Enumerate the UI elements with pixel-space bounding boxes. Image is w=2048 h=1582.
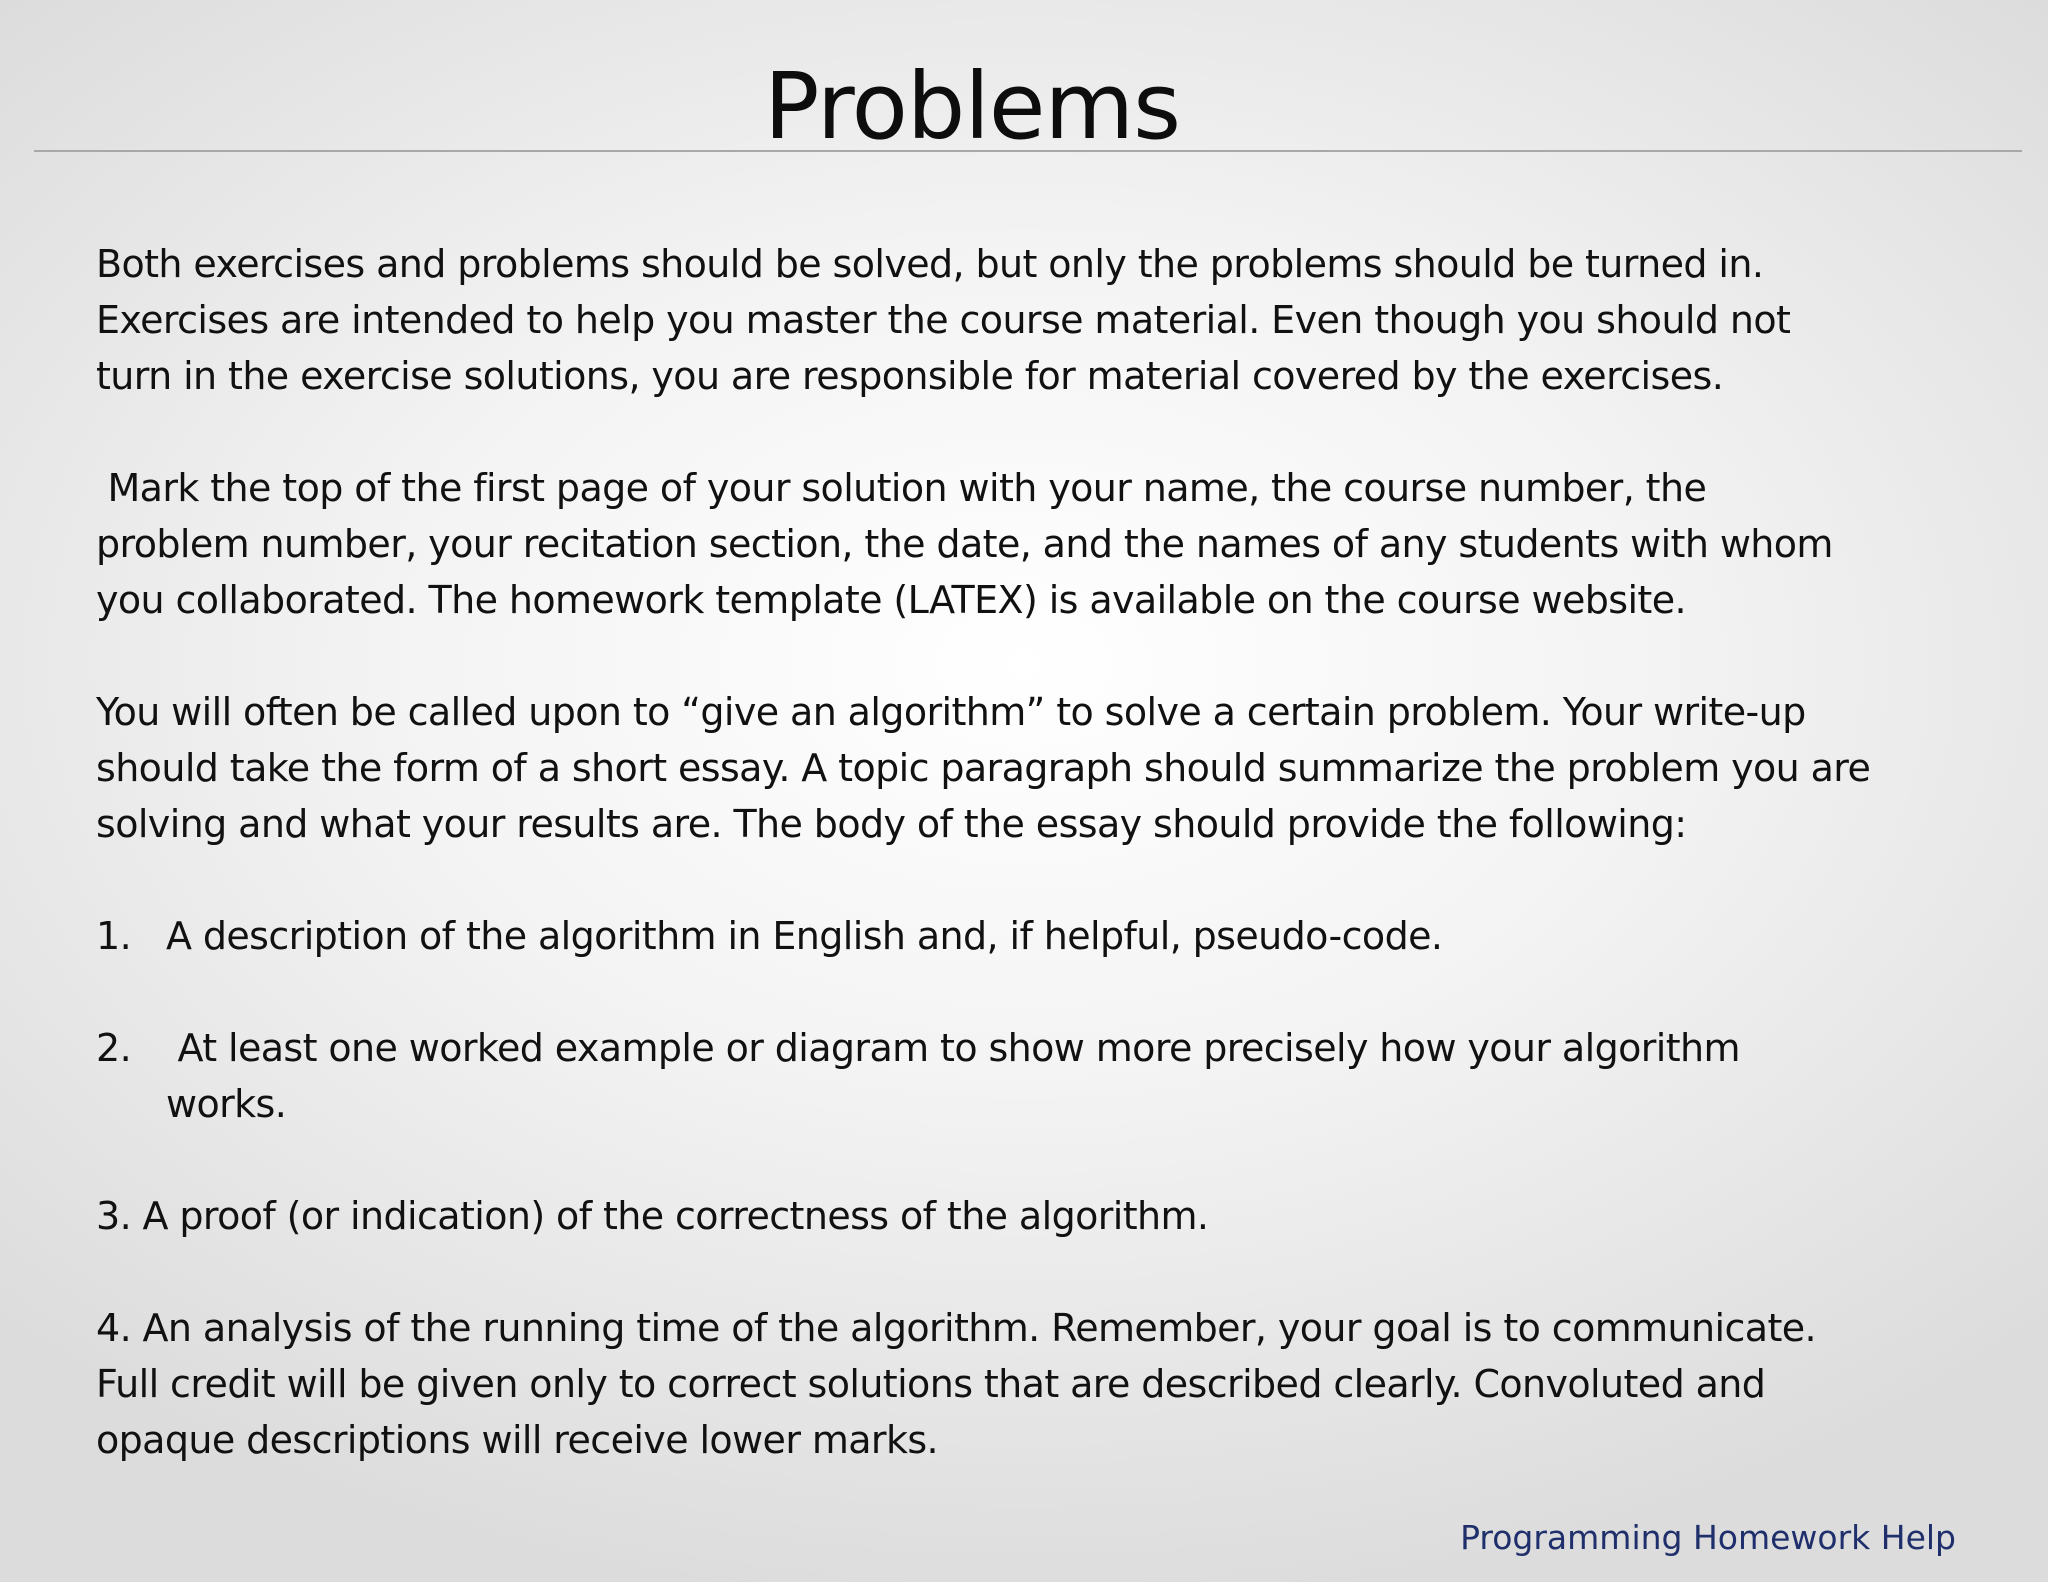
list-item-text (96, 1020, 1976, 1132)
paragraph-algorithm-writeup (96, 684, 1976, 852)
paragraph-line: you collaborated. The homework template (LATEX) is available on the course website. (96, 578, 1686, 622)
list-item (96, 908, 1976, 964)
paragraph-line: should take the form of a short essay. A topic paragraph should summarize the problem you are (96, 746, 1871, 790)
paragraph-line: solving and what your results are. The body of the essay should provide the following: (96, 802, 1687, 846)
title-divider (34, 150, 2022, 152)
slide-body (96, 236, 1976, 1524)
list-item-number: 1. (96, 914, 132, 958)
list-item-line: works. (166, 1082, 287, 1126)
list-item-text (96, 908, 1976, 964)
list-item (96, 1020, 1976, 1132)
paragraph-line: problem number, your recitation section, the date, and the names of any students with whom (96, 522, 1833, 566)
list-item-line: 4. An analysis of the running time of the algorithm. Remember, your goal is to communicate. (96, 1306, 1817, 1350)
slide-title: Problems (763, 53, 1181, 160)
list-item (96, 1188, 1976, 1244)
paragraph-header-instructions (96, 460, 1976, 628)
list-item-line: opaque descriptions will receive lower marks. (96, 1418, 939, 1462)
list-item-number: 2. (96, 1026, 132, 1070)
paragraph-line: Exercises are intended to help you master the course material. Even though you should not (96, 298, 1791, 342)
list-item-line: At least one worked example or diagram to show more precisely how your algorithm (166, 1026, 1740, 1070)
list-item-line: 3. A proof (or indication) of the correctness of the algorithm. (96, 1194, 1209, 1238)
list-item-line: Full credit will be given only to correct solutions that are described clearly. Convoluted and (96, 1362, 1766, 1406)
footer-brand: Programming Homework Help (1460, 1518, 1956, 1557)
list-item (96, 1300, 1976, 1468)
paragraph-submission-rules (96, 236, 1976, 404)
paragraph-line: Mark the top of the first page of your solution with your name, the course number, the (96, 466, 1707, 510)
paragraph-line: Both exercises and problems should be solved, but only the problems should be turned in. (96, 242, 1764, 286)
paragraph-line: You will often be called upon to “give an algorithm” to solve a certain problem. Your write-up (96, 690, 1806, 734)
list-item-line: A description of the algorithm in English and, if helpful, pseudo-code. (166, 914, 1443, 958)
paragraph-line: turn in the exercise solutions, you are responsible for material covered by the exercises. (96, 354, 1724, 398)
